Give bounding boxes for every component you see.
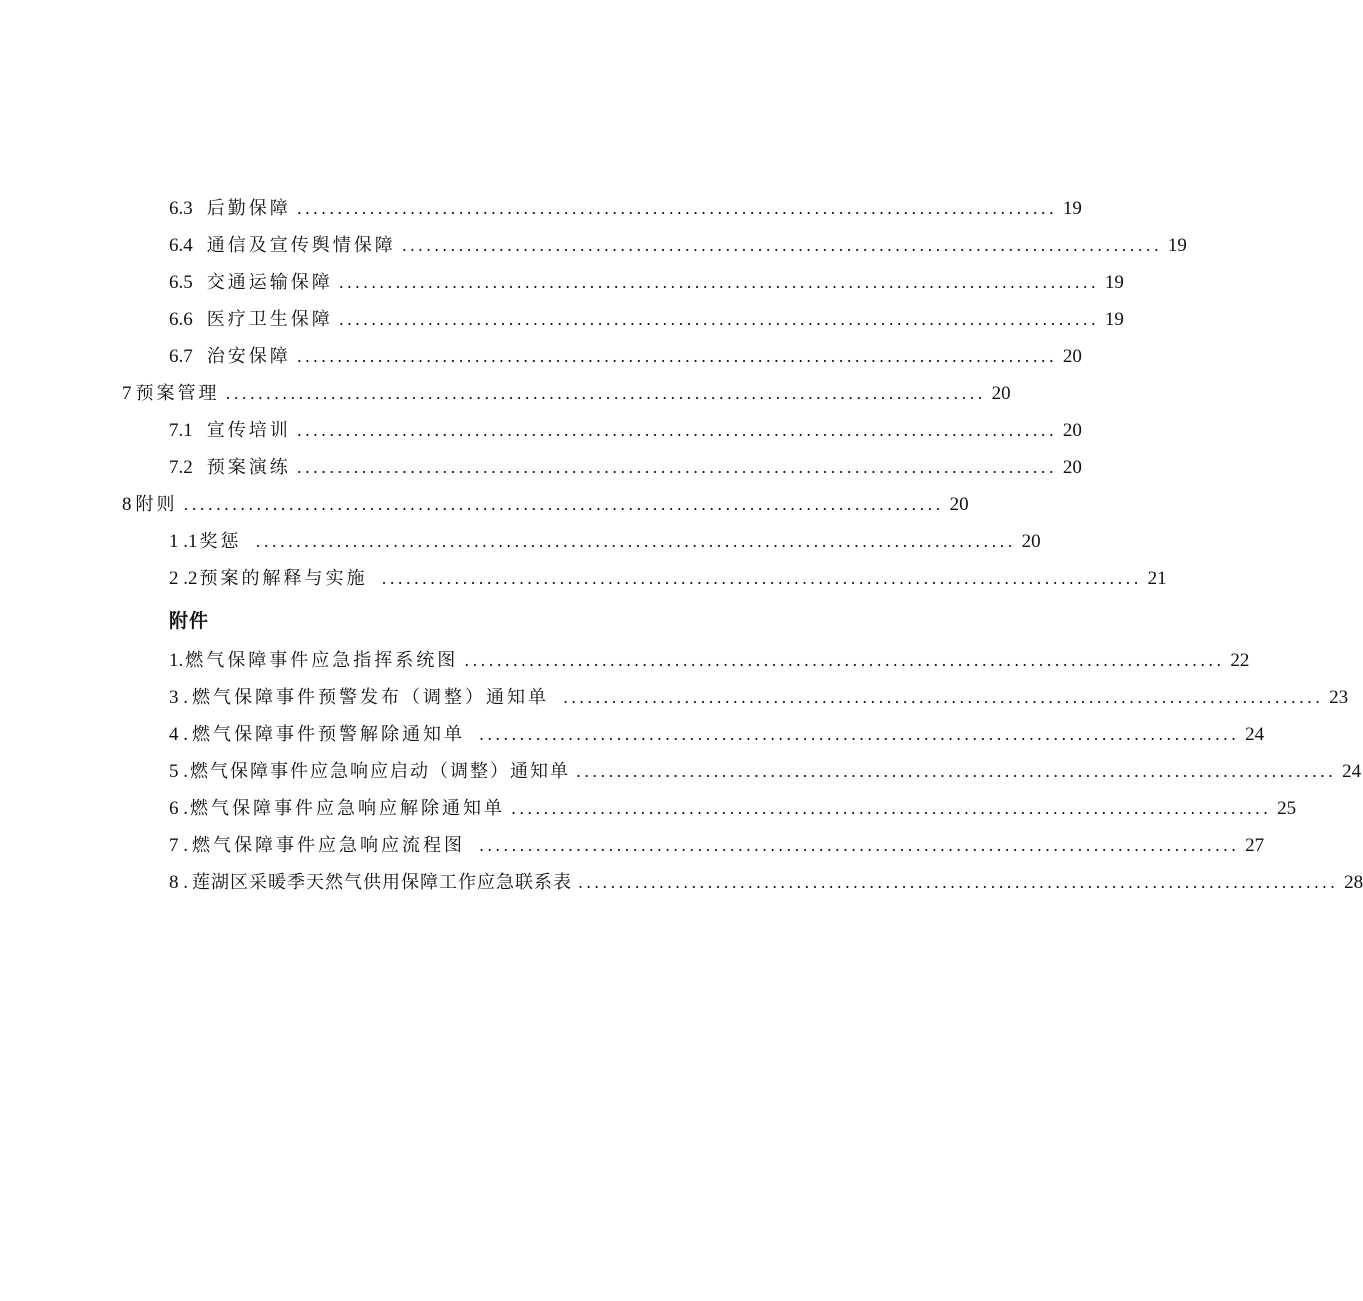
toc-entry-number: 6 . <box>169 798 188 819</box>
appendix-entry-7[interactable] <box>169 831 1265 857</box>
toc-entry-number: 7.2 <box>169 457 193 478</box>
toc-entry-page: 22 <box>1230 650 1250 671</box>
dot-leader: .............................................................................................. <box>464 651 1225 670</box>
dot-leader: .............................................................................................. <box>576 762 1337 781</box>
toc-entry-title: 燃气保障事件预警解除通知单 <box>192 724 465 745</box>
toc-entry-page: 20 <box>1021 531 1041 552</box>
toc-entry-number: 2 .2 <box>169 568 198 589</box>
dot-leader: .............................................................................................. <box>479 725 1240 744</box>
dot-leader: .............................................................................................. <box>225 384 986 403</box>
dot-leader: .............................................................................................. <box>563 688 1324 707</box>
toc-entry-page: 23 <box>1329 687 1349 708</box>
dot-leader: .............................................................................................. <box>183 495 944 514</box>
toc-entry-title: 预案演练 <box>206 457 291 478</box>
toc-entry-title: 燃气保障事件应急指挥系统图 <box>185 650 459 671</box>
toc-entry-6-4[interactable] <box>169 231 1187 257</box>
toc-entry-8[interactable] <box>122 490 969 516</box>
toc-entry-page: 25 <box>1277 798 1297 819</box>
dot-leader: .............................................................................................. <box>296 347 1057 366</box>
toc-entry-7-2[interactable] <box>169 453 1082 479</box>
toc-entry-title: 莲湖区采暖季天然气供用保障工作应急联系表 <box>192 872 572 893</box>
toc-entry-number: 6.7 <box>169 346 193 367</box>
toc-entry-number: 6.6 <box>169 309 193 330</box>
dot-leader: .............................................................................................. <box>296 421 1057 440</box>
appendix-entry-4[interactable] <box>169 720 1265 746</box>
toc-entry-page: 24 <box>1245 724 1265 745</box>
toc-entry-page: 27 <box>1245 835 1265 856</box>
toc-entry-title: 医疗卫生保障 <box>206 309 333 330</box>
appendix-entry-1[interactable] <box>169 646 1250 672</box>
toc-entry-8-1[interactable] <box>169 527 1041 553</box>
toc-entry-page: 20 <box>991 383 1011 404</box>
toc-entry-page: 19 <box>1104 272 1124 293</box>
toc-entry-page: 20 <box>1062 346 1082 367</box>
toc-entry-title: 预案管理 <box>135 383 220 404</box>
toc-entry-8-2[interactable] <box>169 564 1167 590</box>
toc-entry-number: 6.3 <box>169 198 193 219</box>
toc-entry-title: 附则 <box>135 494 178 515</box>
toc-entry-title: 燃气保障事件预警发布（调整）通知单 <box>192 687 549 708</box>
toc-entry-number: 6.4 <box>169 235 193 256</box>
toc-entry-number: 4 . <box>169 724 188 745</box>
toc-entry-number: 7.1 <box>169 420 193 441</box>
toc-entry-6-3[interactable] <box>169 194 1082 220</box>
toc-entry-6-7[interactable] <box>169 342 1082 368</box>
toc-entry-page: 21 <box>1147 568 1167 589</box>
toc-entry-number: 6.5 <box>169 272 193 293</box>
toc-entry-page: 20 <box>1062 457 1082 478</box>
toc-entry-number: 8 <box>122 494 132 515</box>
dot-leader: .............................................................................................. <box>296 458 1057 477</box>
toc-entry-6-5[interactable] <box>169 268 1124 294</box>
toc-entry-number: 7 <box>122 383 132 404</box>
toc-entry-title: 燃气保障事件应急响应解除通知单 <box>190 798 505 819</box>
dot-leader: .............................................................................................. <box>338 273 1099 292</box>
toc-entry-page: 19 <box>1167 235 1187 256</box>
toc-entry-page: 19 <box>1062 198 1082 219</box>
toc-entry-title: 奖惩 <box>199 531 242 552</box>
toc-entry-page: 19 <box>1104 309 1124 330</box>
toc-entry-number: 7 . <box>169 835 188 856</box>
toc-entry-title: 燃气保障事件应急响应启动（调整）通知单 <box>190 761 570 782</box>
toc-entry-page: 20 <box>1062 420 1082 441</box>
dot-leader: .............................................................................................. <box>381 569 1142 588</box>
toc-entry-number: 5 . <box>169 761 188 782</box>
toc-entry-title: 预案的解释与实施 <box>199 568 368 589</box>
dot-leader: .............................................................................................. <box>401 236 1162 255</box>
toc-entry-title: 燃气保障事件应急响应流程图 <box>192 835 465 856</box>
toc-entry-number: 1. <box>169 650 184 671</box>
appendix-entry-8[interactable] <box>169 868 1363 894</box>
toc-entry-6-6[interactable] <box>169 305 1124 331</box>
toc-entry-page: 20 <box>949 494 969 515</box>
appendix-heading: 附件 <box>169 610 210 632</box>
dot-leader: .............................................................................................. <box>479 836 1240 855</box>
toc-entry-title: 治安保障 <box>206 346 291 367</box>
dot-leader: .............................................................................................. <box>338 310 1099 329</box>
toc-entry-number: 8 . <box>169 872 188 893</box>
toc-entry-title: 后勤保障 <box>206 198 291 219</box>
dot-leader: .............................................................................................. <box>296 199 1057 218</box>
appendix-entry-3[interactable] <box>169 683 1349 709</box>
dot-leader: .............................................................................................. <box>511 799 1272 818</box>
appendix-entry-6[interactable] <box>169 794 1297 820</box>
toc-entry-number: 3 . <box>169 687 188 708</box>
toc-entry-7[interactable] <box>122 379 1011 405</box>
dot-leader: .............................................................................................. <box>578 873 1339 892</box>
toc-entry-page: 28 <box>1344 872 1363 893</box>
toc-entry-title: 宣传培训 <box>206 420 291 441</box>
toc-entry-number: 1 .1 <box>169 531 198 552</box>
toc-entry-7-1[interactable] <box>169 416 1082 442</box>
toc-entry-title: 交通运输保障 <box>206 272 333 293</box>
toc-entry-page: 24 <box>1342 761 1362 782</box>
toc-entry-title: 通信及宣传舆情保障 <box>206 235 396 256</box>
dot-leader: .............................................................................................. <box>255 532 1016 551</box>
appendix-entry-5[interactable] <box>169 757 1362 783</box>
